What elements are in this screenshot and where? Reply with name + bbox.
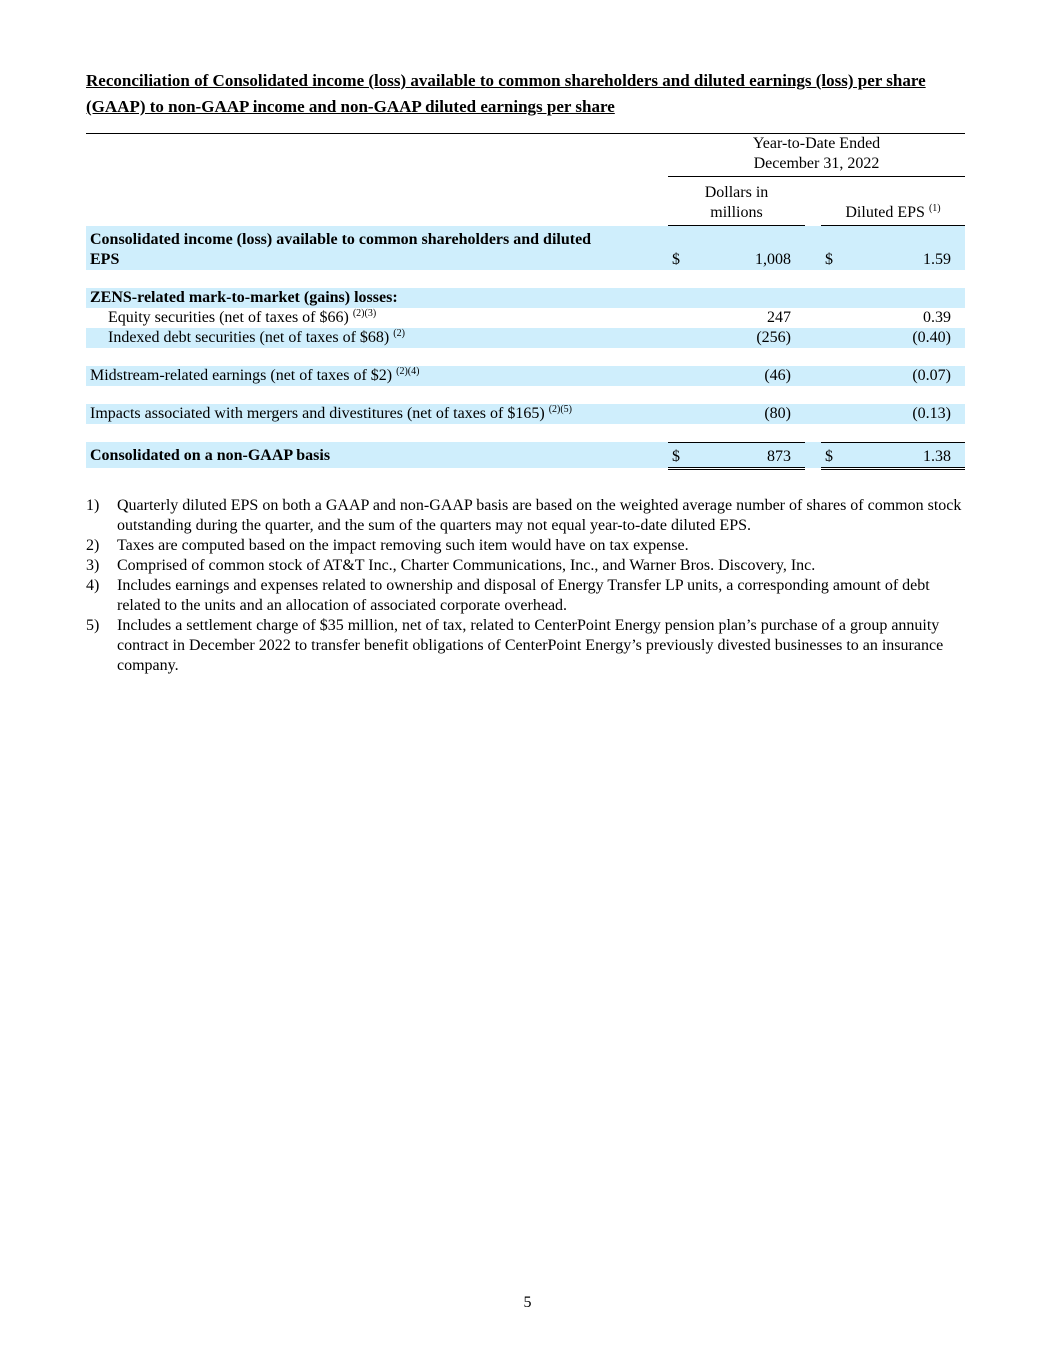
period-header: Year-to-Date Ended December 31, 2022 [752, 135, 881, 172]
table-row: Equity securities (net of taxes of $66) $^{(2)(3)}$ 247 0.39 [108, 307, 951, 326]
document-page [86, 68, 965, 676]
table-row: Consolidated income (loss) available to common shareholders and diluted EPS $ 1,008 $ 1.59 [86, 226, 965, 270]
table-row: Midstream-related earnings (net of taxes of $2) $^{(2)(4)}$ (46) (0.07) [86, 366, 965, 386]
table-row-total: Consolidated on a non-GAAP basis $ 873 $ 1.38 [86, 442, 965, 468]
table-row: ZENS-related mark-to-market (gains) losses: [86, 288, 965, 308]
column-header-dollars: Dollars in millions [668, 177, 805, 226]
footnote: 1) Quarterly diluted EPS on both a GAAP and non-GAAP basis are based on the weighted average number of shares of common stock outstanding during the quarter, and the sum of the quarters may not equal year-to-date diluted EPS. [86, 496, 962, 534]
table-row: Impacts associated with mergers and divestitures (net of taxes of $165) $^{(2)(5)}$ (80) (0.13) [86, 404, 965, 424]
reconciliation-table [86, 134, 965, 470]
footnote: 4) Includes earnings and expenses related to ownership and disposal of Energy Transfer LP units, a corresponding amount of debt related to the units and an allocation of associated corporate overhead. [86, 576, 930, 614]
footnotes [86, 496, 965, 676]
column-header-eps: Diluted EPS $^{(1)}$ [821, 177, 965, 226]
footnote: 5) Includes a settlement charge of $35 million, net of tax, related to CenterPoint Energy pension plan’s purchase of a group annuity contract in December 2022 to transfer benefit obligations of CenterPoint Energy’s previously divested businesses to an insurance company. [86, 616, 944, 674]
page-title: Reconciliation of Consolidated income (loss) available to common shareholders and diluted earnings (loss) per share (GAAP) to non-GAAP income and non-GAAP diluted earnings per share [86, 71, 926, 116]
footnote: 3) Comprised of common stock of AT&T Inc., Charter Communications, Inc., and Warner Bros. Discovery, Inc. [86, 556, 816, 574]
table-row: Indexed debt securities (net of taxes of $68) $^{(2)}$ (256) (0.40) [86, 328, 965, 348]
page-number: 5 [523, 1294, 532, 1311]
footnote: 2) Taxes are computed based on the impact removing such item would have on tax expense. [86, 536, 689, 554]
